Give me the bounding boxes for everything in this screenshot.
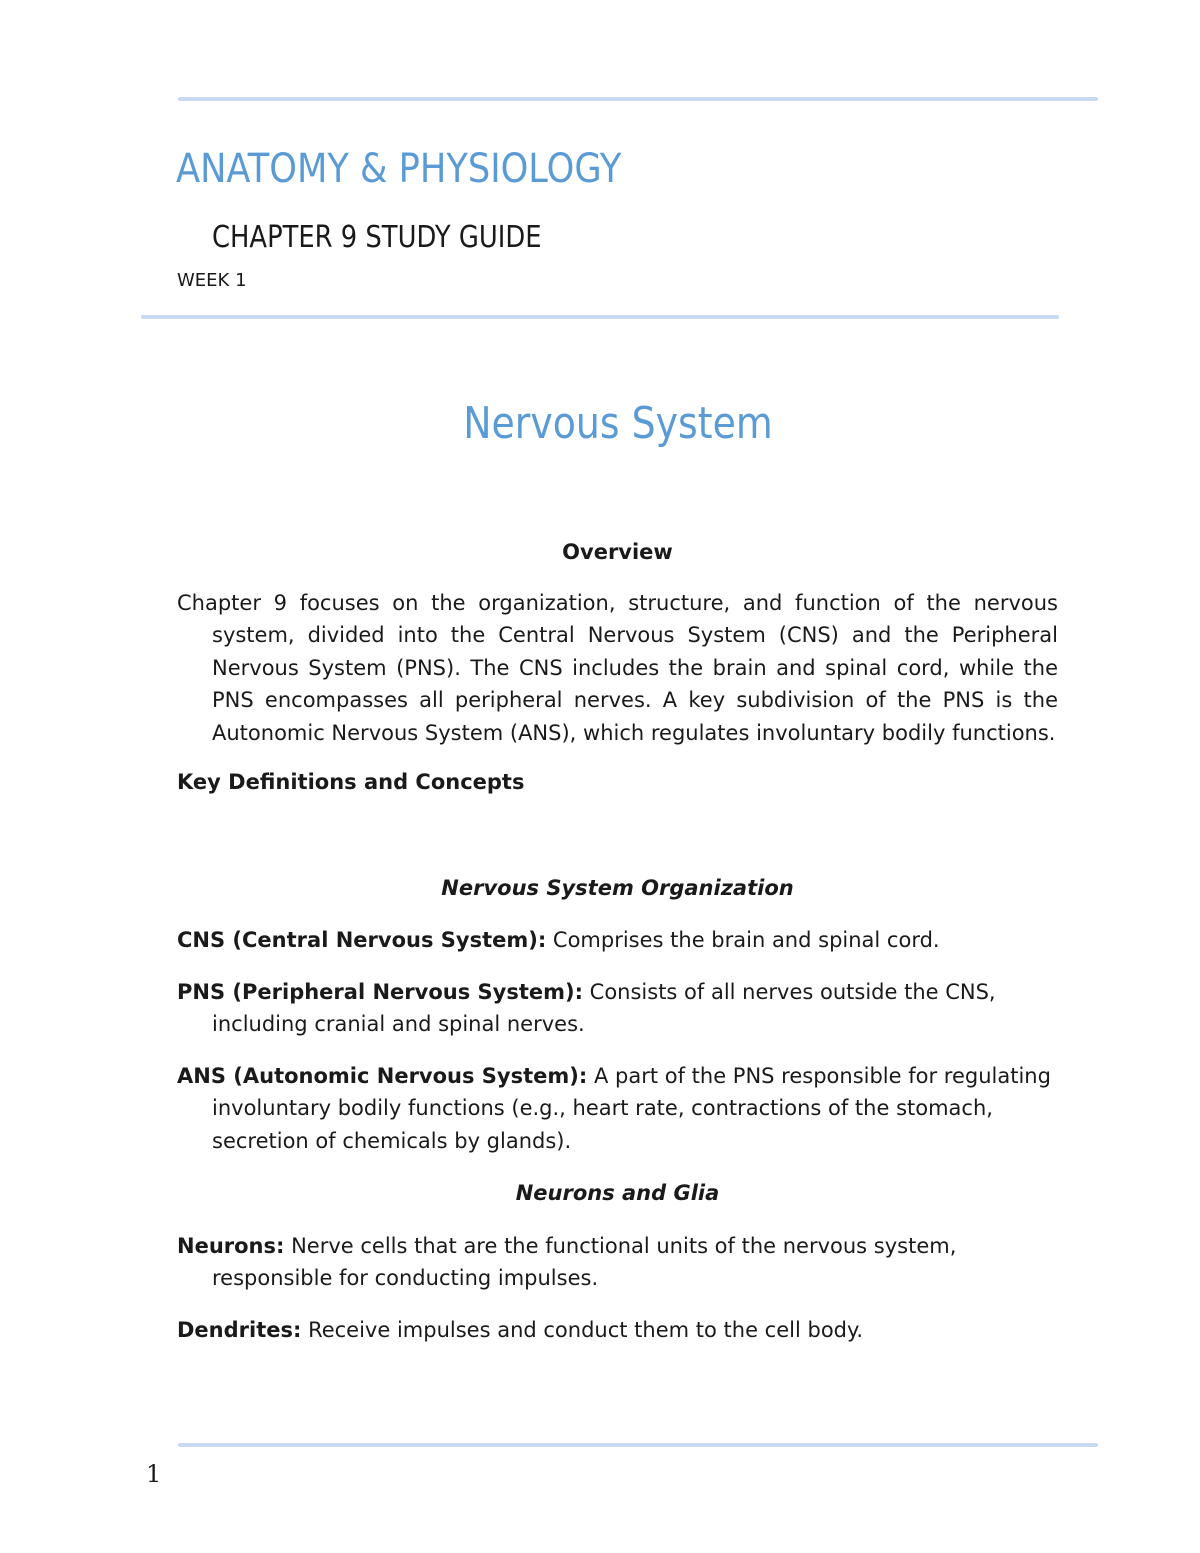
- definition-dendrites: [177, 1314, 1058, 1347]
- definition-text: A part of the PNS responsible for regulating involuntary bodily functions (e.g., heart rate, contractions of the stomach, secretion of chemicals by glands).: [212, 1063, 1051, 1153]
- subject-heading-text: Nervous System: [462, 398, 773, 449]
- definition-cns: [177, 924, 1058, 957]
- page-number: 1: [146, 1460, 162, 1488]
- definition-neurons: [177, 1230, 1058, 1295]
- term-label: CNS (Central Nervous System):: [177, 928, 547, 952]
- main-content: [177, 536, 1058, 1346]
- header-divider: [141, 315, 1059, 319]
- subject-heading: [0, 398, 1200, 449]
- chapter-subtitle: CHAPTER 9 STUDY GUIDE: [212, 220, 542, 255]
- definition-pns: [177, 976, 1058, 1041]
- footer-divider: [178, 1443, 1098, 1447]
- term-label: Neurons:: [177, 1233, 285, 1258]
- term-label: ANS (Autonomic Nervous System):: [177, 1063, 588, 1088]
- section-heading-neurons: Neurons and Glia: [515, 1181, 720, 1205]
- definition-ans: [177, 1060, 1058, 1158]
- definition-text: Comprises the brain and spinal cord.: [546, 928, 940, 952]
- key-definitions-heading: Key Definitions and Concepts: [177, 770, 525, 794]
- overview-heading: Overview: [562, 540, 673, 564]
- document-title: ANATOMY & PHYSIOLOGY: [176, 146, 622, 192]
- week-label: WEEK 1: [177, 270, 247, 291]
- definition-text: Receive impulses and conduct them to the cell body.: [301, 1317, 864, 1342]
- term-label: PNS (Peripheral Nervous System):: [177, 979, 583, 1004]
- top-divider: [178, 97, 1098, 101]
- definition-text: Nerve cells that are the functional units of the nervous system, responsible for conducting impulses.: [212, 1233, 957, 1290]
- section-heading-organization: Nervous System Organization: [441, 875, 794, 900]
- definition-text: Consists of all nerves outside the CNS, including cranial and spinal nerves.: [212, 979, 996, 1036]
- overview-paragraph: Chapter 9 focuses on the organization, structure, and function of the nervous system, divided into the Central Nervous System (CNS) and the Peripheral Nervous System (PNS). The CNS includes the brain and spinal cord, while the PNS encompasses all peripheral nerves. A key subdivision of the PNS is the Autonomic Nervous System (ANS), which regulates involuntary bodily functions.: [177, 590, 1058, 745]
- term-label: Dendrites:: [177, 1317, 302, 1342]
